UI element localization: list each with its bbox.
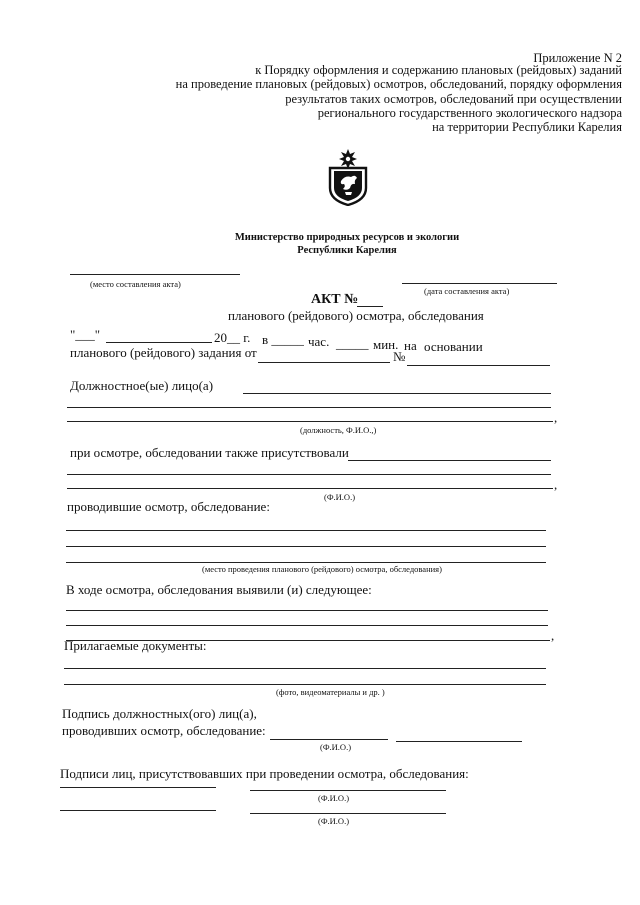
act-number-blank	[357, 306, 383, 307]
act-title: АКТ №	[311, 292, 359, 307]
present-label: при осмотре, обследовании также присутствовали	[70, 445, 349, 460]
signature-present-label: Подписи лиц, присутствовавших при проведении осмотра, обследования:	[60, 766, 469, 781]
comma: ,	[554, 477, 558, 492]
officials-label: Должностное(ые) лицо(а)	[70, 378, 214, 393]
signature-officials-blank-1	[270, 739, 388, 740]
conducted-caption: (место проведения планового (рейдового) осмотра, обследования)	[202, 564, 442, 574]
signature-present-blank-2b	[250, 813, 446, 814]
signature-officials-caption: (Ф.И.О.)	[320, 742, 352, 752]
ministry-name-line1: Министерство природных ресурсов и экологии	[234, 232, 460, 243]
officials-line-2	[67, 407, 551, 408]
time-in: в _____	[262, 332, 304, 347]
on-label: на	[404, 338, 417, 353]
signature-officials-blank-2	[396, 741, 522, 742]
attachments-caption: (фото, видеоматериалы и др. )	[276, 687, 385, 697]
task-number-sign: №	[393, 349, 406, 364]
appendix-number: Приложение N 2	[533, 51, 622, 65]
officials-line-3	[67, 421, 553, 422]
findings-line-2	[66, 625, 548, 626]
task-date-blank	[258, 362, 390, 363]
signature-present-blank-1a	[60, 787, 216, 788]
comma: ,	[551, 628, 555, 643]
month-blank	[106, 342, 212, 343]
day-quote: "___"	[70, 327, 101, 342]
signature-officials-line1: Подпись должностных(ого) лиц(а),	[62, 706, 257, 721]
ministry-name-line2: Республики Карелия	[297, 245, 397, 256]
year-label: 20__ г.	[214, 330, 251, 345]
date-caption: (дата составления акта)	[424, 286, 510, 296]
basis-label: основании	[424, 339, 483, 354]
conducted-label: проводившие осмотр, обследование:	[67, 499, 270, 514]
hours-label: час.	[308, 334, 330, 349]
conducted-line-3	[66, 562, 546, 563]
place-blank-line	[70, 274, 240, 275]
act-subtitle: планового (рейдового) осмотра, обследования	[228, 308, 484, 323]
conducted-line-1	[66, 530, 546, 531]
place-caption: (место составления акта)	[90, 279, 181, 289]
signature-present-blank-1b	[250, 790, 446, 791]
header-line-2: на проведение плановых (рейдовых) осмотров, обследований, порядку оформления	[175, 77, 622, 91]
header-line-1: к Порядку оформления и содержанию плановых (рейдовых) заданий	[255, 63, 622, 77]
signature-present-caption-1: (Ф.И.О.)	[318, 793, 350, 803]
attachments-line-2	[64, 684, 546, 685]
coat-of-arms-emblem	[324, 148, 372, 211]
comma: ,	[554, 410, 558, 425]
task-number-blank	[407, 365, 550, 366]
present-caption: (Ф.И.О.)	[324, 492, 356, 502]
header-line-3: результатов таких осмотров, обследований при осуществлении	[285, 92, 622, 106]
findings-label: В ходе осмотра, обследования выявили (и) следующее:	[66, 582, 372, 597]
officials-caption: (должность, Ф.И.О.,)	[300, 425, 377, 435]
signature-present-blank-2a	[60, 810, 216, 811]
minutes-label: мин.	[373, 337, 399, 352]
attachments-line-1	[64, 668, 546, 669]
findings-line-1	[66, 610, 548, 611]
present-line-1	[348, 460, 551, 461]
header-line-5: на территории Республики Карелия	[432, 120, 622, 134]
date-blank-line	[402, 283, 557, 284]
attachments-label: Прилагаемые документы:	[64, 638, 207, 653]
task-label: планового (рейдового) задания от	[70, 345, 257, 360]
present-line-2	[67, 474, 551, 475]
present-line-3	[67, 488, 553, 489]
signature-present-caption-2: (Ф.И.О.)	[318, 816, 350, 826]
officials-line-1	[243, 393, 551, 394]
conducted-line-2	[66, 546, 546, 547]
minutes-blank: _____	[336, 336, 369, 351]
header-line-4: регионального государственного экологического надзора	[317, 106, 622, 120]
signature-officials-line2: проводивших осмотр, обследование:	[62, 723, 266, 738]
